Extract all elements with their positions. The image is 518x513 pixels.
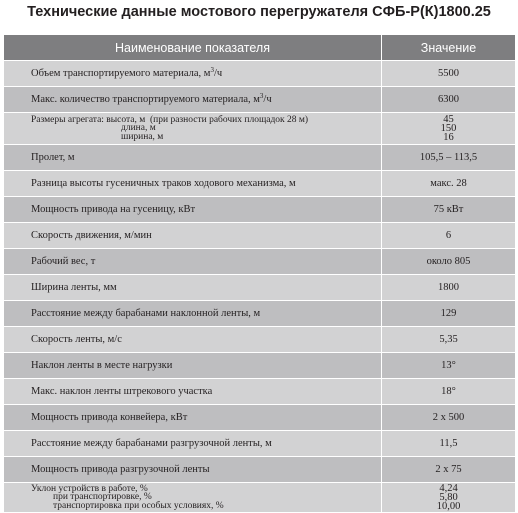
table-row <box>4 327 516 353</box>
row-name: Ширина ленты, мм <box>4 275 382 301</box>
row-name: Скорость ленты, м/с <box>4 327 382 353</box>
row-value: 13° <box>382 353 516 379</box>
row-name: Мощность привода разгрузочной ленты <box>4 457 382 483</box>
row-value: 75 кВт <box>382 197 516 223</box>
specs-table <box>3 34 516 513</box>
row-name-line: Размеры агрегата: высота, м (при разности рабочих площадок 28 м) <box>31 114 309 125</box>
row-value-line: 10,00 <box>436 501 461 512</box>
row-value: 2 х 500 <box>382 405 516 431</box>
table-header-row <box>4 35 516 61</box>
table-row <box>4 457 516 483</box>
row-value-line: 16 <box>443 132 454 143</box>
row-name <box>4 483 382 513</box>
row-value-line: 5,80 <box>439 492 458 503</box>
row-value: 11,5 <box>382 431 516 457</box>
table-title: Технические данные мостового перегружателя СФБ-Р(К)1800.25 <box>27 4 491 20</box>
row-value: 1800 <box>382 275 516 301</box>
row-name: Макс. количество транспортируемого материала, $м^3/ч$ <box>4 87 382 113</box>
row-name: Мощность привода конвейера, кВт <box>4 405 382 431</box>
table-row <box>4 301 516 327</box>
row-value: 105,5 – 113,5 <box>382 145 516 171</box>
row-value: 5,35 <box>382 327 516 353</box>
column-header-name: Наименование показателя <box>4 35 382 61</box>
row-value <box>382 483 516 513</box>
row-value-line: 4,24 <box>439 483 458 494</box>
table-row <box>4 61 516 87</box>
row-name <box>4 113 382 145</box>
row-name: Расстояние между барабанами разгрузочной ленты, м <box>4 431 382 457</box>
row-value <box>382 113 516 145</box>
row-name: Макс. наклон ленты штрекового участка <box>4 379 382 405</box>
table-row <box>4 483 516 513</box>
row-value: 6 <box>382 223 516 249</box>
table-row <box>4 275 516 301</box>
table-row <box>4 171 516 197</box>
table-row <box>4 223 516 249</box>
row-value: 129 <box>382 301 516 327</box>
row-name: Разница высоты гусеничных траков ходового механизма, м <box>4 171 382 197</box>
row-value: 6300 <box>382 87 516 113</box>
table-row <box>4 145 516 171</box>
column-header-value: Значение <box>382 35 516 61</box>
table-row <box>4 379 516 405</box>
row-name-line: длина, м <box>121 123 156 134</box>
row-name: Объем транспортируемого материала, $м^3/ч$ <box>4 61 382 87</box>
table-row <box>4 431 516 457</box>
row-value: 5500 <box>382 61 516 87</box>
table-row <box>4 197 516 223</box>
row-name: Мощность привода на гусеницу, кВт <box>4 197 382 223</box>
row-name-line: Уклон устройств в работе, % <box>31 483 148 494</box>
table-row <box>4 405 516 431</box>
row-name: Рабочий вес, т <box>4 249 382 275</box>
row-name: Расстояние между барабанами наклонной ленты, м <box>4 301 382 327</box>
table-row <box>4 113 516 145</box>
row-name-line: ширина, м <box>121 131 164 142</box>
row-name: Скорость движения, м/мин <box>4 223 382 249</box>
table-row <box>4 87 516 113</box>
row-name-line: транспортировка при особых условиях, % <box>53 500 224 511</box>
row-name: Наклон ленты в месте нагрузки <box>4 353 382 379</box>
row-value-line: 45 <box>443 114 454 125</box>
table-row <box>4 353 516 379</box>
row-value: 2 х 75 <box>382 457 516 483</box>
row-value: макс. 28 <box>382 171 516 197</box>
row-value-line: 150 <box>440 123 457 134</box>
row-name-line: при транспортировке, % <box>53 492 152 503</box>
row-value: 18° <box>382 379 516 405</box>
row-value: около 805 <box>382 249 516 275</box>
table-row <box>4 249 516 275</box>
row-name: Пролет, м <box>4 145 382 171</box>
